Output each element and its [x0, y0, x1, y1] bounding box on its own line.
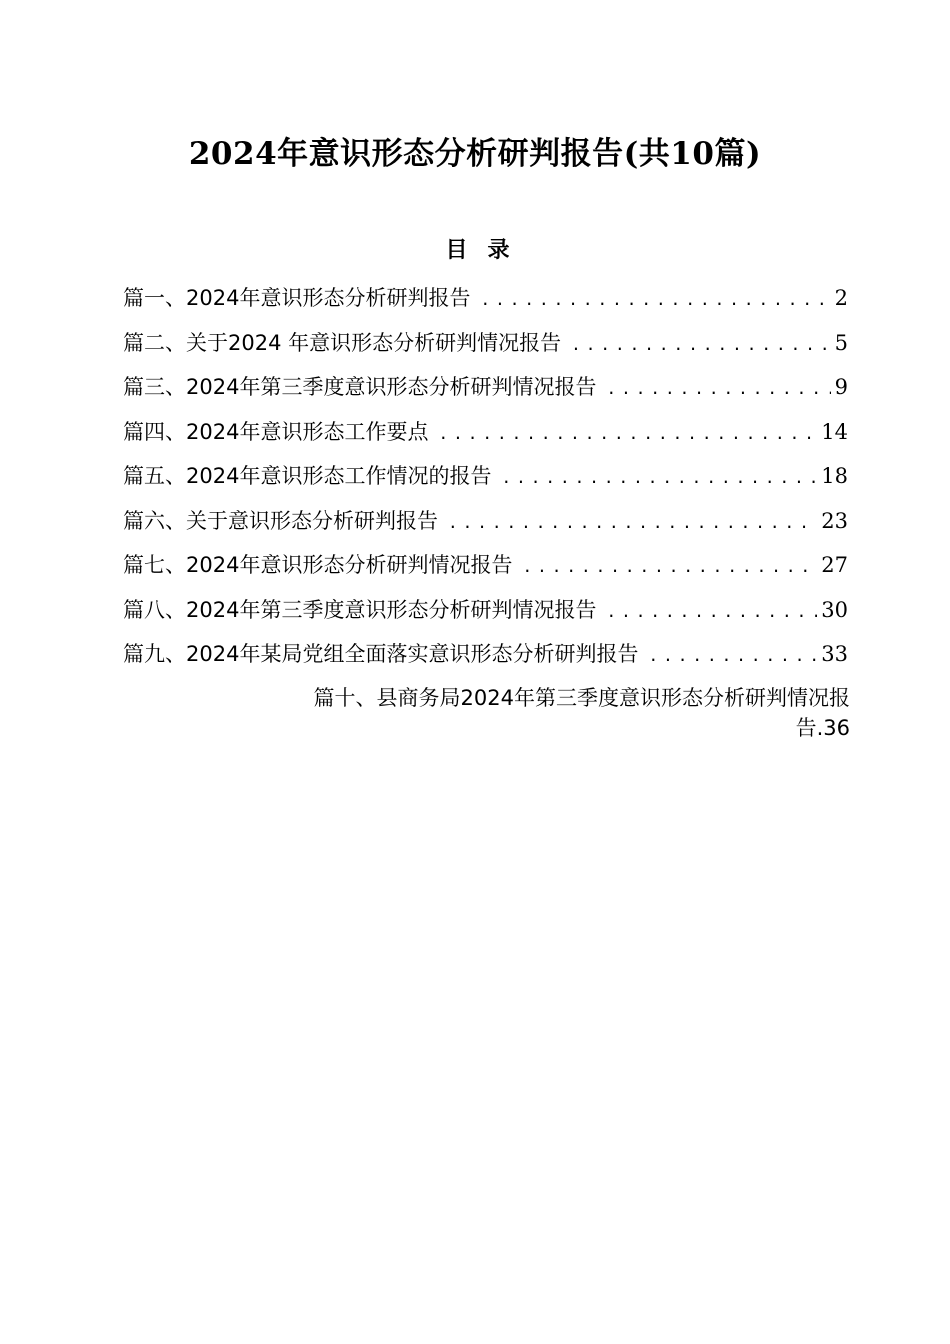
toc-dot-leader: [648, 641, 817, 671]
table-of-contents: [123, 283, 848, 684]
toc-entry-label: 篇八、2024年第三季度意识形态分析研判情况报告: [123, 597, 597, 622]
toc-dot-leader: [606, 597, 817, 627]
toc-dot-leader: [606, 374, 830, 404]
toc-dot-leader: [480, 285, 830, 315]
toc-entry-label: 篇七、2024年意识形态分析研判情况报告: [123, 553, 513, 577]
toc-entry-4[interactable]: [123, 417, 848, 462]
toc-entry-label-continued: 告.: [795, 716, 824, 740]
toc-entry-label: 篇二、关于2024 年意识形态分析研判情况报告: [123, 330, 562, 355]
toc-page-number: 18: [821, 464, 848, 488]
toc-page-number: 5: [834, 330, 848, 355]
document-title: 2024年意识形态分析研判报告(共10篇): [188, 136, 762, 172]
toc-entry-10[interactable]: [123, 683, 850, 743]
toc-entry-9[interactable]: [123, 639, 848, 684]
toc-page-number: 36: [823, 716, 850, 740]
toc-entry-3[interactable]: [123, 372, 848, 417]
toc-dot-leader: [438, 419, 817, 449]
toc-entry-1[interactable]: [123, 283, 848, 328]
toc-page-number: 23: [821, 508, 848, 533]
toc-page-number: 14: [821, 419, 848, 444]
toc-page-number: 2: [834, 286, 848, 310]
toc-heading: 目录: [445, 238, 530, 263]
toc-dot-leader: [522, 552, 817, 582]
toc-dot-leader: [571, 330, 831, 360]
toc-entry-6[interactable]: [123, 506, 848, 551]
toc-page-number: 30: [821, 597, 848, 622]
toc-entry-5[interactable]: [123, 461, 848, 506]
toc-page-number: 9: [834, 375, 848, 399]
toc-entry-label: 篇六、关于意识形态分析研判报告: [123, 508, 438, 533]
toc-page-number: 27: [821, 553, 848, 577]
toc-entry-label: 篇九、2024年某局党组全面落实意识形态分析研判报告: [123, 642, 639, 666]
toc-page-number: 33: [821, 642, 848, 666]
toc-entry-label: 篇五、2024年意识形态工作情况的报告: [123, 464, 492, 488]
toc-dot-leader: [501, 463, 817, 493]
toc-entry-label: 篇十、县商务局2024年第三季度意识形态分析研判情况报: [313, 686, 850, 710]
toc-dot-leader: [448, 508, 817, 538]
toc-entry-2[interactable]: [123, 328, 848, 373]
toc-entry-7[interactable]: [123, 550, 848, 595]
toc-entry-label: 篇一、2024年意识形态分析研判报告: [123, 286, 471, 310]
toc-entry-label: 篇三、2024年第三季度意识形态分析研判情况报告: [123, 375, 597, 399]
toc-entry-label: 篇四、2024年意识形态工作要点: [123, 419, 429, 444]
toc-entry-8[interactable]: [123, 595, 848, 640]
